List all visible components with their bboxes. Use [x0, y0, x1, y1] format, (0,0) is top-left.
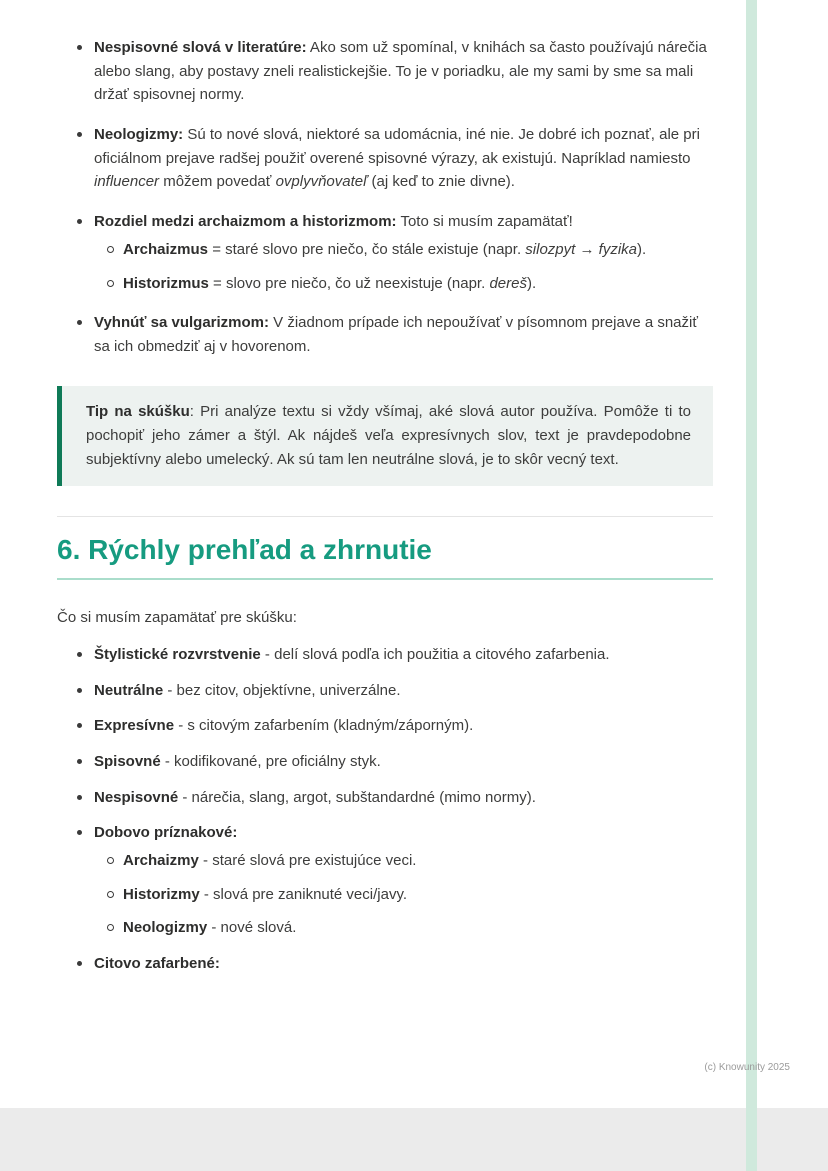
sub-list-item — [103, 849, 713, 873]
summary-intro: Čo si musím zapamätať pre skúšku: — [57, 609, 297, 627]
list-item — [71, 36, 713, 107]
text-segment: Historizmus — [123, 274, 209, 292]
sub-list-item — [103, 916, 713, 940]
text-segment: Spisovné — [94, 752, 161, 770]
list-item — [71, 714, 713, 738]
text-segment: Expresívne — [94, 717, 175, 735]
key-notes-list — [57, 36, 713, 359]
text-segment: Tip na skúšku — [86, 402, 190, 420]
text-segment: dereš — [489, 274, 527, 292]
page-accent-ribbon — [746, 0, 757, 1171]
text-segment: = slovo pre niečo, čo už neexistuje (napr. — [208, 274, 490, 292]
text-segment: Neologizmy — [123, 919, 208, 937]
text-segment: Archaizmy — [123, 851, 199, 869]
list-item — [71, 786, 713, 810]
sub-list — [94, 849, 713, 940]
list-item-text — [123, 886, 407, 903]
list-item-text — [123, 241, 646, 258]
text-segment: Nespisovné slová v literatúre: — [94, 39, 307, 56]
section-divider — [57, 516, 713, 517]
text-segment: - bez citov, objektívne, univerzálne. — [163, 681, 401, 699]
text-segment: → — [575, 240, 599, 258]
list-item-text — [123, 275, 536, 292]
text-segment: Archaizmus — [123, 240, 209, 258]
text-segment: - slová pre zaniknuté veci/javy. — [199, 885, 407, 903]
sub-list-item — [103, 272, 713, 296]
page-break — [0, 1108, 828, 1171]
text-segment: Toto si musím zapamätať! — [396, 213, 573, 231]
tip-text — [86, 400, 691, 472]
text-segment: Štylistické rozvrstvenie — [94, 645, 261, 663]
list-item-text — [94, 213, 573, 230]
list-item — [71, 679, 713, 703]
text-segment: Neologizmy: — [94, 126, 184, 144]
text-segment: Nespisovné — [94, 788, 179, 806]
list-item — [71, 952, 713, 976]
text-segment: - nové slová. — [207, 919, 297, 937]
copyright-note: (c) Knowunity 2025 — [704, 1062, 790, 1073]
list-item — [71, 750, 713, 774]
text-segment: môžem povedať — [159, 173, 276, 191]
text-segment: silozpyt — [525, 240, 576, 258]
list-item-text — [94, 824, 237, 841]
sub-list-item — [103, 883, 713, 907]
list-item-text — [94, 682, 401, 699]
text-segment: : Pri analýze textu si vždy všímaj, aké slová autor používa. Pomôže ti to pochopiť jeho zámer a štýl. Ak nájdeš veľa expresívnych slov, text je pravdepodobne subjektívny alebo umelecký. Ak sú tam len neutrálne slová, je to skôr vecný text. — [86, 402, 691, 468]
text-segment: - kodifikované, pre oficiálny styk. — [160, 752, 381, 770]
list-item — [71, 210, 713, 295]
list-item-text — [94, 753, 381, 770]
text-segment: Rozdiel medzi archaizmom a historizmom: — [94, 213, 397, 231]
text-segment: influencer — [94, 173, 160, 191]
text-segment: ovplyvňovateľ — [275, 173, 368, 191]
text-segment: Sú to nové slová, niektoré sa udomácnia, iné nie. Je dobré ich poznať, ale pri oficiálnom prejave radšej použiť overené spisovné výrazy, ak existujú. Napríklad namiesto — [94, 126, 700, 167]
list-item-text — [94, 789, 536, 806]
text-segment: Dobovo príznakové: — [94, 824, 238, 842]
list-item-text — [94, 955, 220, 972]
text-segment: Ako som už spomínal, v knihách sa často používajú nárečia alebo slang, aby postavy zneli realistickejšie. To je v poriadku, ale my sami by sme sa mali držať spisovnej normy. — [94, 39, 707, 104]
list-item — [71, 821, 713, 940]
list-item-text — [94, 314, 698, 355]
text-segment: - nárečia, slang, argot, subštandardné (mimo normy). — [178, 788, 536, 806]
list-item-text — [123, 852, 416, 869]
text-segment: ). — [526, 274, 537, 292]
text-segment: fyzika — [598, 240, 637, 258]
list-item — [71, 311, 713, 358]
text-segment: Citovo zafarbené: — [94, 955, 220, 973]
text-segment: Neutrálne — [94, 681, 164, 699]
text-segment: (aj keď to znie divne). — [367, 173, 515, 191]
text-segment: = staré slovo pre niečo, čo stále existuje (napr. — [208, 240, 526, 258]
text-segment: - delí slová podľa ich použitia a citového zafarbenia. — [260, 645, 610, 663]
list-item-text — [94, 39, 707, 103]
list-item-text — [123, 919, 296, 936]
list-item-text — [94, 646, 610, 663]
text-segment: Vyhnúť sa vulgarizmom: — [94, 314, 269, 332]
summary-list — [57, 643, 713, 976]
list-item — [71, 123, 713, 194]
text-segment: ). — [637, 240, 647, 258]
text-segment: Historizmy — [123, 885, 200, 903]
list-item-text — [94, 717, 473, 734]
sub-list-item — [103, 238, 713, 262]
list-item-text — [94, 126, 700, 190]
section-heading: 6. Rýchly prehľad a zhrnutie — [57, 533, 713, 581]
list-item — [71, 643, 713, 667]
sub-list — [94, 238, 713, 295]
text-segment: - staré slová pre existujúce veci. — [198, 851, 417, 869]
text-segment: - s citovým zafarbením (kladným/záporným). — [174, 717, 474, 735]
page-content — [57, 36, 713, 988]
text-segment: V žiadnom prípade ich nepoužívať v písomnom prejave a snažiť sa ich obmedziť aj v hovorenom. — [94, 314, 698, 355]
exam-tip-callout — [57, 386, 713, 486]
